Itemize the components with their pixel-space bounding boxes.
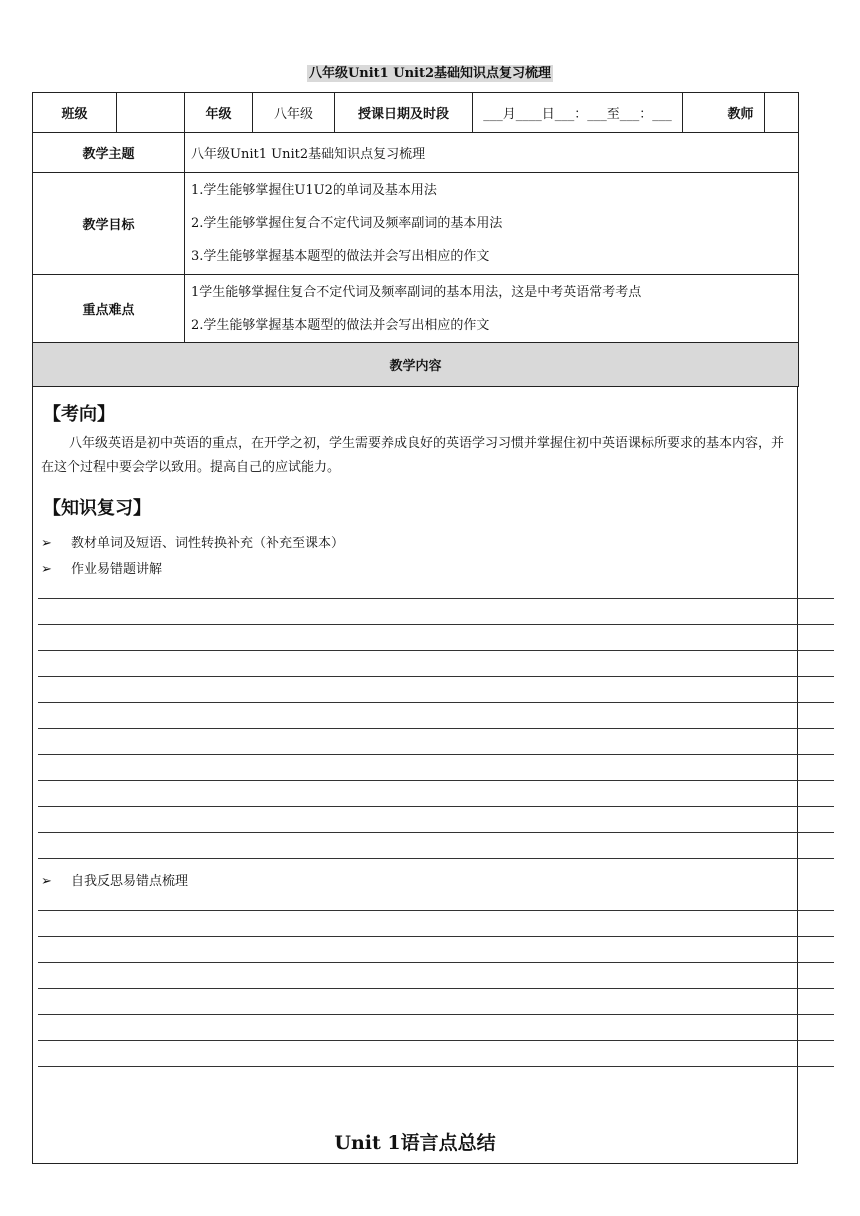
- writing-line[interactable]: [38, 1066, 834, 1067]
- key-points-list: [185, 275, 799, 343]
- teacher-label: 教师: [683, 93, 799, 133]
- unit-title: Unit 1语言点总结: [334, 1132, 496, 1154]
- writing-line[interactable]: [38, 650, 834, 651]
- writing-line[interactable]: [38, 728, 834, 729]
- direction-paragraph: 八年级英语是初中英语的重点，在开学之初，学生需要养成良好的英语学习习惯并掌握住初中英语课标所要求的基本内容，并在这个过程中要会学以致用。提高自己的应试能力。: [41, 436, 785, 475]
- writing-line[interactable]: [38, 832, 834, 833]
- goal-item: 3.学生能够掌握基本题型的做法并会写出相应的作文: [191, 249, 490, 264]
- goals-list: [185, 173, 799, 275]
- goal-item: 1.学生能够掌握住U1U2的单词及基本用法: [191, 183, 437, 198]
- teacher-value[interactable]: [764, 92, 798, 132]
- writing-line[interactable]: [38, 1014, 834, 1015]
- theme-value: 八年级Unit1 Unit2基础知识点复习梳理: [185, 133, 799, 173]
- writing-line[interactable]: [38, 780, 834, 781]
- class-value[interactable]: [117, 93, 185, 133]
- grade-value: 八年级: [253, 93, 335, 133]
- grade-label: 年级: [185, 93, 253, 133]
- section-heading-direction: 【考向】: [43, 404, 115, 425]
- key-point-item: 2.学生能够掌握基本题型的做法并会写出相应的作文: [191, 317, 490, 333]
- key-points-label: 重点难点: [33, 275, 185, 343]
- writing-line[interactable]: [38, 962, 834, 963]
- date-value[interactable]: ___月____日___：___至___：___: [473, 93, 683, 133]
- goal-item: 2.学生能够掌握住复合不定代词及频率副词的基本用法: [191, 216, 503, 231]
- teaching-content: [32, 386, 798, 1164]
- key-point-item: 1学生能够掌握住复合不定代词及频率副词的基本用法，这是中考英语常考考点: [191, 284, 642, 300]
- lesson-info-table: [32, 92, 799, 387]
- bullet-item: [41, 870, 188, 889]
- writing-line[interactable]: [38, 754, 834, 755]
- content-header: 教学内容: [33, 343, 799, 387]
- writing-line[interactable]: [38, 988, 834, 989]
- bullet-text: 教材单词及短语、词性转换补充（补充至课本）: [71, 536, 345, 551]
- bullet-item: [41, 558, 162, 577]
- document-title: 八年级Unit1 Unit2基础知识点复习梳理: [308, 66, 552, 81]
- arrow-bullet-icon: ➢: [41, 874, 52, 889]
- theme-label: 教学主题: [33, 133, 185, 173]
- arrow-bullet-icon: ➢: [41, 536, 52, 551]
- bullet-item: [41, 532, 344, 551]
- class-label: 班级: [33, 93, 117, 133]
- writing-line[interactable]: [38, 598, 834, 599]
- section-heading-review: 【知识复习】: [43, 498, 151, 519]
- writing-line[interactable]: [38, 806, 834, 807]
- bullet-text: 作业易错题讲解: [71, 562, 163, 577]
- writing-line[interactable]: [38, 702, 834, 703]
- writing-line[interactable]: [38, 910, 834, 911]
- writing-line[interactable]: [38, 1040, 834, 1041]
- writing-line[interactable]: [38, 624, 834, 625]
- writing-line[interactable]: [38, 936, 834, 937]
- arrow-bullet-icon: ➢: [41, 562, 52, 577]
- date-label: 授课日期及时段: [335, 93, 473, 133]
- writing-line[interactable]: [38, 676, 834, 677]
- goals-label: 教学目标: [33, 173, 185, 275]
- writing-line[interactable]: [38, 858, 834, 859]
- bullet-text: 自我反思易错点梳理: [71, 874, 189, 889]
